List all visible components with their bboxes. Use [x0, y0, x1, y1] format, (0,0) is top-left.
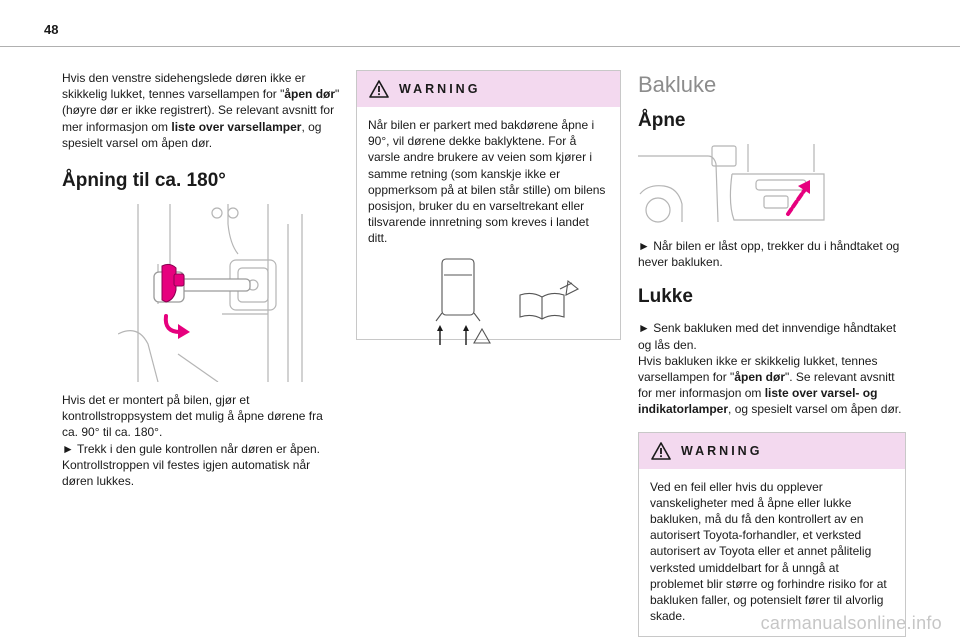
warning-box-parking	[356, 70, 621, 340]
intro-paragraph	[62, 70, 340, 151]
close-warning-lamp	[638, 353, 906, 418]
strap-reattach: Kontrollstroppen vil festes igjen automatisk når døren lukkes.	[62, 457, 311, 489]
warning-text: Når bilen er parkert med bakdørene åpne i 90°, vil dørene dekke baklyktene. For å varsle andre brukere av veien som kjører i samme retning (som kanskje ikke er oppmerksom på at bilen står stille) om bilens posisjon, bruker du en varseltrekant eller tilsvarende innretning som kreves i landet ditt.	[368, 118, 606, 246]
intro-bold-1: åpen dør	[284, 87, 336, 102]
warning-triangle-icon	[369, 80, 389, 98]
parked-van-illustration	[432, 257, 582, 347]
door-strap-illustration	[118, 204, 318, 382]
warning-header	[357, 71, 620, 107]
intro-text-2: " (høyre dør er ikke registrert). Se relevant avsnitt for mer informasjon om	[62, 87, 340, 134]
column-right	[638, 70, 906, 637]
tailgate-handle-icon	[638, 144, 828, 224]
section-heading-180: Åpning til ca. 180°	[62, 170, 226, 192]
chapter-title: Bakluke	[638, 72, 717, 97]
warning-header-2	[639, 433, 905, 469]
warning-text-2: Ved en feil eller hvis du opplever vanskeligheter med å åpne eller lukke bakluken, må du få den kontrollert av en autorisert Toyota-forhandler, et verksted autorisert av Toyota eller et annet pålitelig verksted umiddelbart for å unngå at problemet blir større og forhindre risiko for at bakluken faller, og potensielt fører til alvorlig skade.	[650, 479, 887, 624]
intro-text-1: Hvis den venstre sidehengslede døren ikke er skikkelig lukket, tennes varsellampen for "	[62, 71, 306, 102]
warning-content	[357, 107, 620, 359]
close-text-3: , og spesielt varsel om åpen dør.	[728, 402, 902, 417]
column-left	[62, 70, 340, 489]
close-heading: Lukke	[638, 286, 693, 308]
intro-text-3: , og spesielt varsel om åpen dør.	[62, 119, 322, 150]
tailgate-handle-illustration	[638, 144, 828, 224]
warning-title: WARNING	[399, 82, 481, 96]
close-text-2: ". Se relevant avsnitt for mer informasjon om	[638, 370, 895, 401]
door-strap-icon	[118, 204, 318, 382]
watermark: carmanualsonline.info	[760, 613, 942, 633]
intro-bold-2: liste over varsellamper	[171, 119, 302, 134]
page-number: 48	[44, 22, 59, 37]
close-instruction: ► Senk bakluken med det innvendige håndtaket og lås den.	[638, 321, 897, 352]
open-instruction: ► Når bilen er låst opp, trekker du i håndtaket og hever bakluken.	[638, 239, 900, 270]
open-heading: Åpne	[638, 110, 686, 131]
strap-description: Hvis det er montert på bilen, gjør et kontrollstroppsystem det mulig å åpne dørene fra ca. 90° til ca. 180°.	[62, 393, 323, 440]
close-bold-2: liste over varsel- og indikatorlamper	[638, 386, 878, 417]
warning-triangle-icon	[651, 442, 671, 460]
column-middle	[356, 70, 621, 340]
van-warning-triangle-icon	[432, 257, 582, 347]
warning-box-tailgate	[638, 432, 906, 638]
strap-instruction: ► Trekk i den gule kontrollen når døren er åpen.	[62, 441, 321, 456]
warning-content-2	[639, 469, 905, 637]
close-text-1: Hvis bakluken ikke er skikkelig lukket, tennes varsellampen for "	[638, 353, 878, 385]
warning-title-2: WARNING	[681, 443, 763, 458]
header-divider	[0, 46, 960, 47]
close-bold-1: åpen dør	[734, 370, 785, 385]
